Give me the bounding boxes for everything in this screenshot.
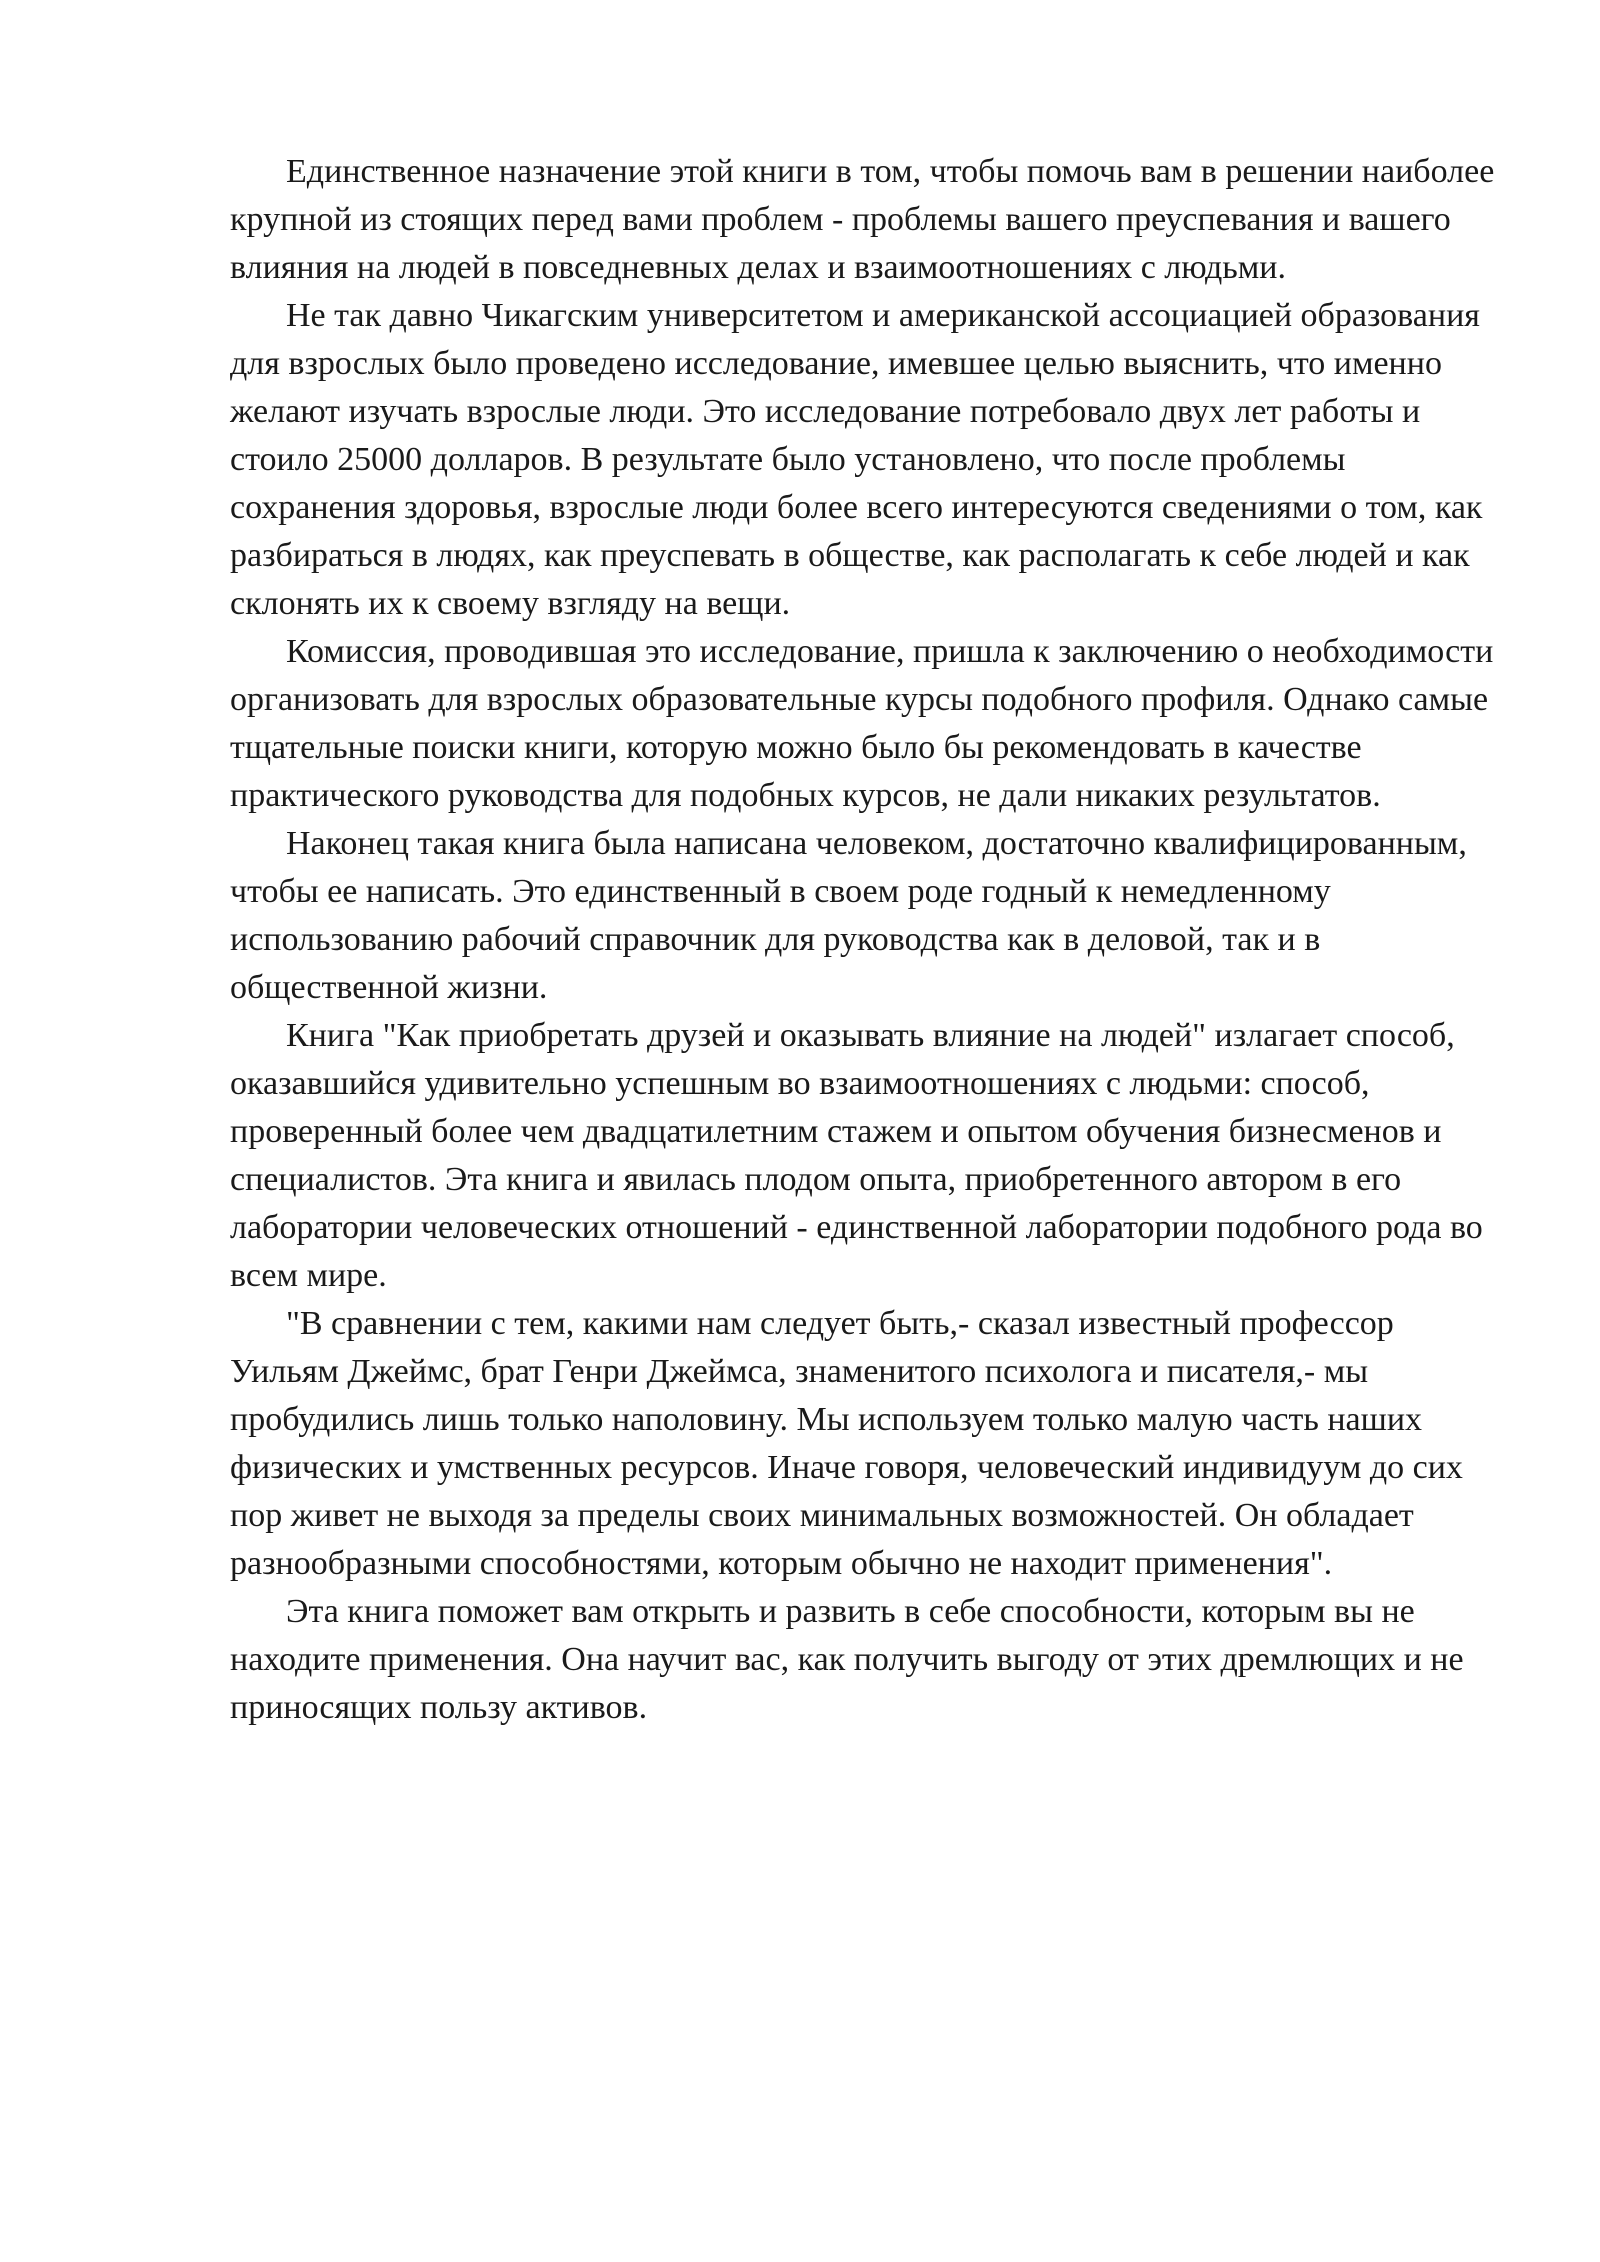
paragraph-7: Эта книга поможет вам открыть и развить в себе способности, которым вы не находите применения. Она научит вас, как получить выгоду от этих дремлющих и не приносящих пользу активов. (230, 1593, 1464, 1726)
paragraph-2: Не так давно Чикагским университетом и американской ассоциацией образования для взрослых было проведено исследование, имевшее целью выяснить, что именно желают изучать взрослые люди. Это исследование потребовало двух лет работы и стоило 25000 долларов. В результате было установлено, что после проблемы сохранения здоровья, взрослые люди более всего интересуются сведениями о том, как разбираться в людях, как преуспевать в обществе, как располагать к себе людей и как склонять их к своему взгляду на вещи. (230, 297, 1483, 622)
paragraph-1: Единственное назначение этой книги в том, чтобы помочь вам в решении наиболее крупной из стоящих перед вами проблем - проблемы вашего преуспевания и вашего влияния на людей в повседневных делах и взаимоотношениях с людьми. (230, 153, 1495, 286)
paragraph-3: Комиссия, проводившая это исследование, пришла к заключению о необходимости организовать для взрослых образовательные курсы подобного профиля. Однако самые тщательные поиски книги, которую можно было бы рекомендовать в качестве практического руководства для подобных курсов, не дали никаких результатов. (230, 633, 1494, 814)
paragraph-4: Наконец такая книга была написана человеком, достаточно квалифицированным, чтобы ее написать. Это единственный в своем роде годный к немедленному использованию рабочий справочник для руководства как в деловой, так и в общественной жизни. (230, 825, 1467, 1006)
paragraph-6: "В сравнении с тем, какими нам следует быть,- сказал известный профессор Уильям Джеймс, брат Генри Джеймса, знаменитого психолога и писателя,- мы пробудились лишь только наполовину. Мы используем только малую часть наших физических и умственных ресурсов. Иначе говоря, человеческий индивидуум до сих пор живет не выходя за пределы своих минимальных возможностей. Он обладает разнообразными способностями, которым обычно не находит применения". (230, 1305, 1463, 1582)
paragraph-5: Книга "Как приобретать друзей и оказывать влияние на людей" излагает способ, оказавшийся удивительно успешным во взаимоотношениях с людьми: способ, проверенный более чем двадцатилетним стажем и опытом обучения бизнесменов и специалистов. Эта книга и явилась плодом опыта, приобретенного автором в его лаборатории человеческих отношений - единственной лаборатории подобного рода во всем мире. (230, 1017, 1483, 1294)
document-body (230, 148, 1500, 1732)
